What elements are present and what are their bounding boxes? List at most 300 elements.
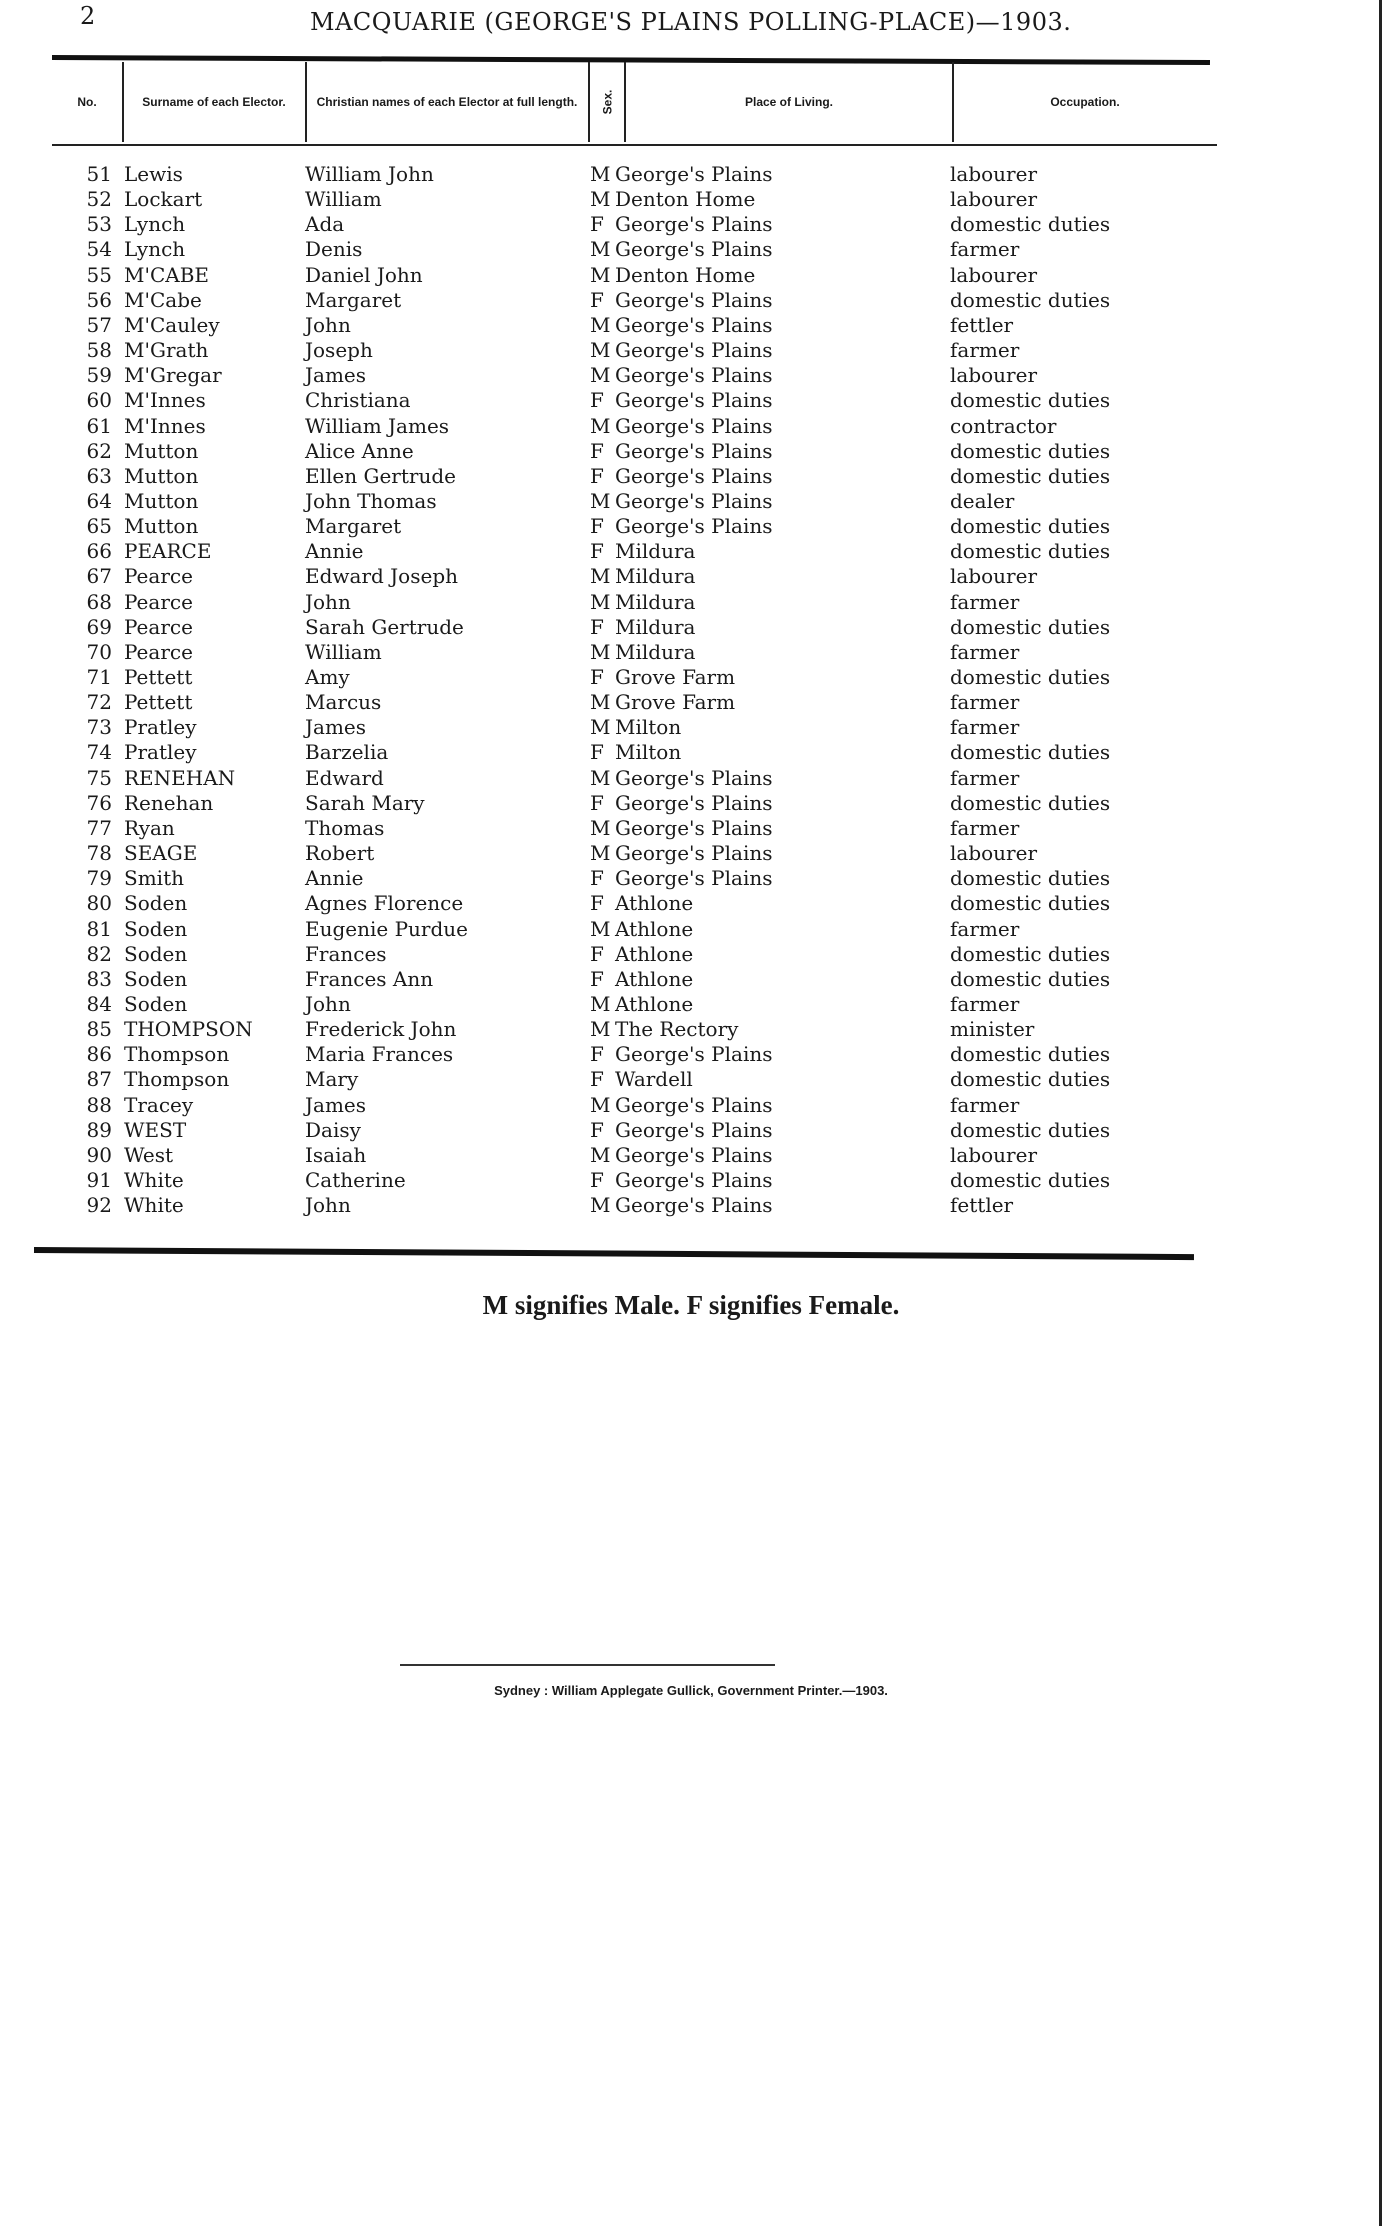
elector-sex: F (590, 287, 604, 312)
elector-place: George's Plains (615, 438, 773, 463)
elector-occupation: domestic duties (950, 463, 1111, 488)
elector-occupation: domestic duties (950, 740, 1111, 765)
table-row (0, 841, 1382, 866)
elector-christian-names: Daisy (305, 1117, 361, 1142)
elector-christian-names: Sarah Mary (305, 790, 425, 815)
elector-occupation: domestic duties (950, 941, 1111, 966)
table-row (0, 288, 1382, 313)
elector-surname: Soden (124, 891, 188, 916)
elector-occupation: domestic duties (950, 1067, 1111, 1092)
elector-occupation: domestic duties (950, 665, 1111, 689)
elector-sex: M (590, 715, 611, 740)
elector-sex: F (590, 891, 604, 916)
table-row (0, 439, 1382, 464)
table-row (0, 816, 1382, 841)
elector-christian-names: William John (305, 162, 434, 186)
table-row (0, 363, 1382, 388)
elector-surname: White (124, 1168, 184, 1192)
elector-sex: M (590, 1092, 611, 1117)
elector-christian-names: Isaiah (305, 1142, 367, 1167)
elector-surname: WEST (124, 1117, 187, 1142)
elector-christian-names: Sarah Gertrude (305, 614, 464, 639)
elector-place: Grove Farm (615, 665, 736, 689)
elector-christian-names: Robert (305, 841, 375, 866)
table-row (0, 263, 1382, 288)
elector-occupation: domestic duties (950, 212, 1111, 237)
elector-christian-names: James (305, 363, 367, 388)
table-row (0, 866, 1382, 891)
table-row (0, 1042, 1382, 1067)
elector-number: 81 (86, 916, 112, 941)
elector-number: 79 (86, 866, 112, 891)
elector-place: Athlone (615, 916, 694, 941)
elector-occupation: labourer (950, 841, 1038, 866)
elector-christian-names: James (305, 715, 367, 740)
elector-surname: M'Innes (124, 388, 206, 413)
table-row (0, 313, 1382, 338)
elector-place: Athlone (615, 891, 694, 916)
elector-christian-names: Ada (305, 212, 345, 237)
elector-sex: M (590, 237, 611, 262)
elector-christian-names: Amy (305, 665, 350, 689)
elector-place: George's Plains (615, 388, 773, 413)
table-row (0, 1067, 1382, 1092)
elector-christian-names: Joseph (305, 338, 373, 363)
elector-occupation: domestic duties (950, 539, 1111, 564)
elector-sex: M (590, 639, 611, 664)
elector-occupation: fettler (950, 1193, 1014, 1218)
elector-place: George's Plains (615, 1042, 773, 1067)
elector-christian-names: Maria Frances (305, 1042, 454, 1067)
elector-number: 59 (86, 363, 112, 388)
header-bottom-rule (52, 144, 1217, 146)
elector-place: Mildura (615, 564, 696, 589)
elector-sex: F (590, 1168, 604, 1192)
elector-place: George's Plains (615, 287, 773, 312)
elector-surname: Mutton (124, 438, 199, 463)
table-row (0, 237, 1382, 262)
elector-surname: Pratley (124, 715, 197, 740)
elector-place: Mildura (615, 589, 696, 614)
elector-place: George's Plains (615, 790, 773, 815)
elector-surname: Pettett (124, 665, 193, 689)
elector-christian-names: Thomas (305, 815, 385, 840)
elector-number: 84 (86, 991, 112, 1016)
elector-christian-names: Catherine (305, 1168, 406, 1192)
table-row (0, 187, 1382, 212)
table-row (0, 715, 1382, 740)
elector-place: George's Plains (615, 1193, 773, 1218)
elector-sex: M (590, 1193, 611, 1218)
elector-number: 63 (86, 463, 112, 488)
elector-sex: F (590, 212, 604, 237)
elector-surname: West (124, 1142, 174, 1167)
elector-occupation: dealer (950, 488, 1015, 513)
elector-surname: M'Cabe (124, 287, 202, 312)
elector-christian-names: William (305, 639, 382, 664)
table-row (0, 1093, 1382, 1118)
elector-occupation: farmer (950, 916, 1020, 941)
elector-place: Denton Home (615, 187, 756, 212)
elector-number: 76 (86, 790, 112, 815)
elector-christian-names: Frances (305, 941, 387, 966)
table-row (0, 942, 1382, 967)
table-row (0, 338, 1382, 363)
elector-surname: Soden (124, 991, 188, 1016)
elector-place: Grove Farm (615, 690, 736, 715)
elector-place: The Rectory (615, 1017, 739, 1042)
elector-sex: F (590, 740, 604, 765)
elector-christian-names: James (305, 1092, 367, 1117)
elector-place: Milton (615, 740, 682, 765)
elector-christian-names: Daniel John (305, 262, 423, 287)
elector-occupation: farmer (950, 991, 1020, 1016)
elector-surname: Pratley (124, 740, 197, 765)
elector-number: 62 (86, 438, 112, 463)
elector-number: 51 (86, 162, 112, 186)
elector-number: 64 (86, 488, 112, 513)
elector-christian-names: Mary (305, 1067, 359, 1092)
elector-christian-names: John (305, 589, 351, 614)
elector-occupation: domestic duties (950, 891, 1111, 916)
elector-christian-names: Agnes Florence (305, 891, 464, 916)
elector-christian-names: Edward Joseph (305, 564, 459, 589)
elector-occupation: fettler (950, 312, 1014, 337)
elector-place: Denton Home (615, 262, 756, 287)
elector-christian-names: Eugenie Purdue (305, 916, 469, 941)
elector-number: 83 (86, 966, 112, 991)
table-row (0, 665, 1382, 690)
elector-sex: M (590, 991, 611, 1016)
imprint-rule (400, 1664, 775, 1666)
elector-sex: M (590, 262, 611, 287)
elector-surname: Pearce (124, 589, 193, 614)
elector-sex: F (590, 438, 604, 463)
elector-number: 77 (86, 815, 112, 840)
printer-imprint: Sydney : William Applegate Gullick, Government Printer.—1903. (494, 1683, 888, 1698)
elector-surname: Lewis (124, 162, 183, 186)
elector-sex: F (590, 388, 604, 413)
elector-place: George's Plains (615, 1168, 773, 1192)
elector-occupation: labourer (950, 187, 1038, 212)
table-row (0, 1017, 1382, 1042)
elector-number: 70 (86, 639, 112, 664)
elector-christian-names: Barzelia (305, 740, 389, 765)
elector-occupation: farmer (950, 639, 1020, 664)
table-row (0, 640, 1382, 665)
elector-number: 89 (86, 1117, 112, 1142)
table-row (0, 891, 1382, 916)
elector-sex: M (590, 765, 611, 790)
elector-occupation: domestic duties (950, 966, 1111, 991)
elector-christian-names: Denis (305, 237, 363, 262)
elector-occupation: domestic duties (950, 1117, 1111, 1142)
elector-occupation: contractor (950, 413, 1057, 438)
column-header-sex (590, 62, 624, 142)
elector-place: George's Plains (615, 162, 773, 186)
elector-surname: M'CABE (124, 262, 210, 287)
column-header-occupation: Occupation. (1050, 95, 1120, 109)
elector-occupation: farmer (950, 690, 1020, 715)
elector-number: 56 (86, 287, 112, 312)
elector-number: 68 (86, 589, 112, 614)
table-row (0, 388, 1382, 413)
table-row (0, 162, 1382, 187)
table-row (0, 1168, 1382, 1193)
elector-christian-names: Ellen Gertrude (305, 463, 456, 488)
elector-place: George's Plains (615, 413, 773, 438)
column-header-no: No. (77, 95, 97, 109)
sex-legend: M signifies Male. F signifies Female. (482, 1290, 900, 1320)
elector-number: 66 (86, 539, 112, 564)
elector-place: George's Plains (615, 312, 773, 337)
elector-place: George's Plains (615, 212, 773, 237)
elector-christian-names: Frances Ann (305, 966, 434, 991)
table-row (0, 690, 1382, 715)
elector-christian-names: Margaret (305, 514, 402, 539)
elector-christian-names: John (305, 991, 351, 1016)
elector-number: 67 (86, 564, 112, 589)
column-header-sex-label: Sex. (600, 89, 614, 115)
elector-sex: F (590, 463, 604, 488)
elector-surname: Soden (124, 941, 188, 966)
elector-christian-names: William James (305, 413, 450, 438)
page-title: MACQUARIE (GEORGE'S PLAINS POLLING-PLACE)—1903. (310, 8, 1072, 36)
elector-place: George's Plains (615, 866, 773, 891)
elector-number: 60 (86, 388, 112, 413)
table-row (0, 1193, 1382, 1218)
elector-surname: THOMPSON (124, 1017, 253, 1042)
elector-occupation: domestic duties (950, 1042, 1111, 1067)
elector-sex: M (590, 488, 611, 513)
elector-place: Athlone (615, 941, 694, 966)
elector-occupation: farmer (950, 1092, 1020, 1117)
elector-sex: M (590, 916, 611, 941)
elector-sex: F (590, 614, 604, 639)
elector-number: 90 (86, 1142, 112, 1167)
table-row (0, 464, 1382, 489)
elector-surname: M'Grath (124, 338, 209, 363)
table-row (0, 489, 1382, 514)
elector-number: 85 (86, 1017, 112, 1042)
elector-occupation: farmer (950, 338, 1020, 363)
table-row (0, 414, 1382, 439)
elector-place: George's Plains (615, 765, 773, 790)
elector-surname: Soden (124, 966, 188, 991)
table-row (0, 740, 1382, 765)
elector-occupation: farmer (950, 589, 1020, 614)
elector-number: 65 (86, 514, 112, 539)
elector-sex: M (590, 1017, 611, 1042)
elector-number: 91 (86, 1168, 112, 1192)
elector-number: 52 (86, 187, 112, 212)
elector-sex: M (590, 363, 611, 388)
table-row (0, 1118, 1382, 1143)
elector-number: 72 (86, 690, 112, 715)
elector-christian-names: John (305, 1193, 351, 1218)
elector-place: Wardell (615, 1067, 693, 1092)
elector-occupation: farmer (950, 715, 1020, 740)
elector-sex: F (590, 539, 604, 564)
elector-place: George's Plains (615, 1142, 773, 1167)
elector-number: 88 (86, 1092, 112, 1117)
elector-sex: F (590, 790, 604, 815)
elector-occupation: domestic duties (950, 866, 1111, 891)
elector-number: 73 (86, 715, 112, 740)
elector-christian-names: Annie (305, 539, 364, 564)
elector-christian-names: Annie (305, 866, 364, 891)
elector-number: 80 (86, 891, 112, 916)
elector-place: George's Plains (615, 841, 773, 866)
elector-occupation: domestic duties (950, 614, 1111, 639)
table-row (0, 967, 1382, 992)
elector-sex: F (590, 966, 604, 991)
table-row (0, 615, 1382, 640)
elector-surname: Lynch (124, 212, 186, 237)
elector-christian-names: Frederick John (305, 1017, 457, 1042)
elector-number: 74 (86, 740, 112, 765)
elector-surname: SEAGE (124, 841, 198, 866)
elector-place: George's Plains (615, 1117, 773, 1142)
elector-sex: M (590, 841, 611, 866)
elector-surname: RENEHAN (124, 765, 236, 790)
elector-place: Milton (615, 715, 682, 740)
elector-sex: M (590, 815, 611, 840)
elector-surname: Smith (124, 866, 184, 891)
elector-number: 87 (86, 1067, 112, 1092)
elector-sex: F (590, 514, 604, 539)
elector-surname: Mutton (124, 488, 199, 513)
elector-surname: Soden (124, 916, 188, 941)
elector-sex: M (590, 187, 611, 212)
elector-surname: M'Gregar (124, 363, 222, 388)
elector-surname: Pearce (124, 564, 193, 589)
elector-christian-names: John Thomas (305, 488, 437, 513)
elector-place: Mildura (615, 614, 696, 639)
elector-number: 78 (86, 841, 112, 866)
elector-place: Athlone (615, 966, 694, 991)
elector-place: Mildura (615, 639, 696, 664)
elector-occupation: domestic duties (950, 790, 1111, 815)
elector-surname: PEARCE (124, 539, 212, 564)
elector-occupation: domestic duties (950, 514, 1111, 539)
column-header-surname: Surname of each Elector. (142, 95, 286, 109)
elector-sex: M (590, 312, 611, 337)
elector-surname: Thompson (124, 1042, 230, 1067)
elector-christian-names: Edward (305, 765, 384, 790)
table-row (0, 590, 1382, 615)
table-row (0, 992, 1382, 1017)
elector-surname: Pettett (124, 690, 193, 715)
elector-surname: Tracey (124, 1092, 194, 1117)
elector-occupation: farmer (950, 815, 1020, 840)
elector-occupation: labourer (950, 162, 1038, 186)
elector-christian-names: Margaret (305, 287, 402, 312)
elector-place: George's Plains (615, 338, 773, 363)
elector-number: 55 (86, 262, 112, 287)
table-row (0, 791, 1382, 816)
elector-surname: Ryan (124, 815, 175, 840)
elector-occupation: domestic duties (950, 287, 1111, 312)
elector-place: George's Plains (615, 488, 773, 513)
elector-surname: Pearce (124, 639, 193, 664)
elector-occupation: domestic duties (950, 438, 1111, 463)
table-row (0, 564, 1382, 589)
elector-number: 69 (86, 614, 112, 639)
elector-number: 75 (86, 765, 112, 790)
table-row (0, 539, 1382, 564)
elector-sex: M (590, 1142, 611, 1167)
elector-surname: Mutton (124, 514, 199, 539)
elector-surname: Renehan (124, 790, 214, 815)
column-header-christian-names: Christian names of each Elector at full length. (316, 95, 578, 109)
elector-occupation: farmer (950, 237, 1020, 262)
elector-number: 58 (86, 338, 112, 363)
table-bottom-rule (34, 1247, 1194, 1260)
elector-place: George's Plains (615, 463, 773, 488)
elector-surname: Pearce (124, 614, 193, 639)
elector-occupation: labourer (950, 1142, 1038, 1167)
column-divider (305, 62, 307, 142)
table-row (0, 1143, 1382, 1168)
elector-surname: Lockart (124, 187, 203, 212)
elector-surname: Lynch (124, 237, 186, 262)
table-row (0, 917, 1382, 942)
elector-occupation: farmer (950, 765, 1020, 790)
table-row (0, 766, 1382, 791)
elector-surname: M'Innes (124, 413, 206, 438)
elector-christian-names: Christiana (305, 388, 411, 413)
elector-occupation: minister (950, 1017, 1035, 1042)
column-header-place: Place of Living. (744, 95, 834, 109)
elector-sex: F (590, 941, 604, 966)
elector-sex: F (590, 665, 604, 689)
elector-christian-names: William (305, 187, 382, 212)
elector-number: 71 (86, 665, 112, 689)
elector-place: George's Plains (615, 237, 773, 262)
elector-number: 61 (86, 413, 112, 438)
elector-surname: M'Cauley (124, 312, 220, 337)
elector-sex: M (590, 162, 611, 186)
elector-sex: M (590, 413, 611, 438)
elector-sex: F (590, 866, 604, 891)
elector-sex: M (590, 338, 611, 363)
elector-occupation: labourer (950, 262, 1038, 287)
page-number: 2 (80, 2, 96, 30)
elector-sex: M (590, 690, 611, 715)
elector-sex: M (590, 589, 611, 614)
elector-number: 82 (86, 941, 112, 966)
elector-place: George's Plains (615, 815, 773, 840)
elector-surname: Mutton (124, 463, 199, 488)
elector-place: Athlone (615, 991, 694, 1016)
elector-christian-names: Alice Anne (305, 438, 414, 463)
elector-occupation: domestic duties (950, 388, 1111, 413)
elector-number: 57 (86, 312, 112, 337)
elector-sex: F (590, 1117, 604, 1142)
elector-number: 53 (86, 212, 112, 237)
elector-sex: F (590, 1067, 604, 1092)
elector-christian-names: John (305, 312, 351, 337)
elector-number: 86 (86, 1042, 112, 1067)
table-row (0, 212, 1382, 237)
elector-place: George's Plains (615, 514, 773, 539)
elector-sex: M (590, 564, 611, 589)
elector-christian-names: Marcus (305, 690, 382, 715)
elector-place: Mildura (615, 539, 696, 564)
elector-place: George's Plains (615, 363, 773, 388)
elector-number: 92 (86, 1193, 112, 1218)
